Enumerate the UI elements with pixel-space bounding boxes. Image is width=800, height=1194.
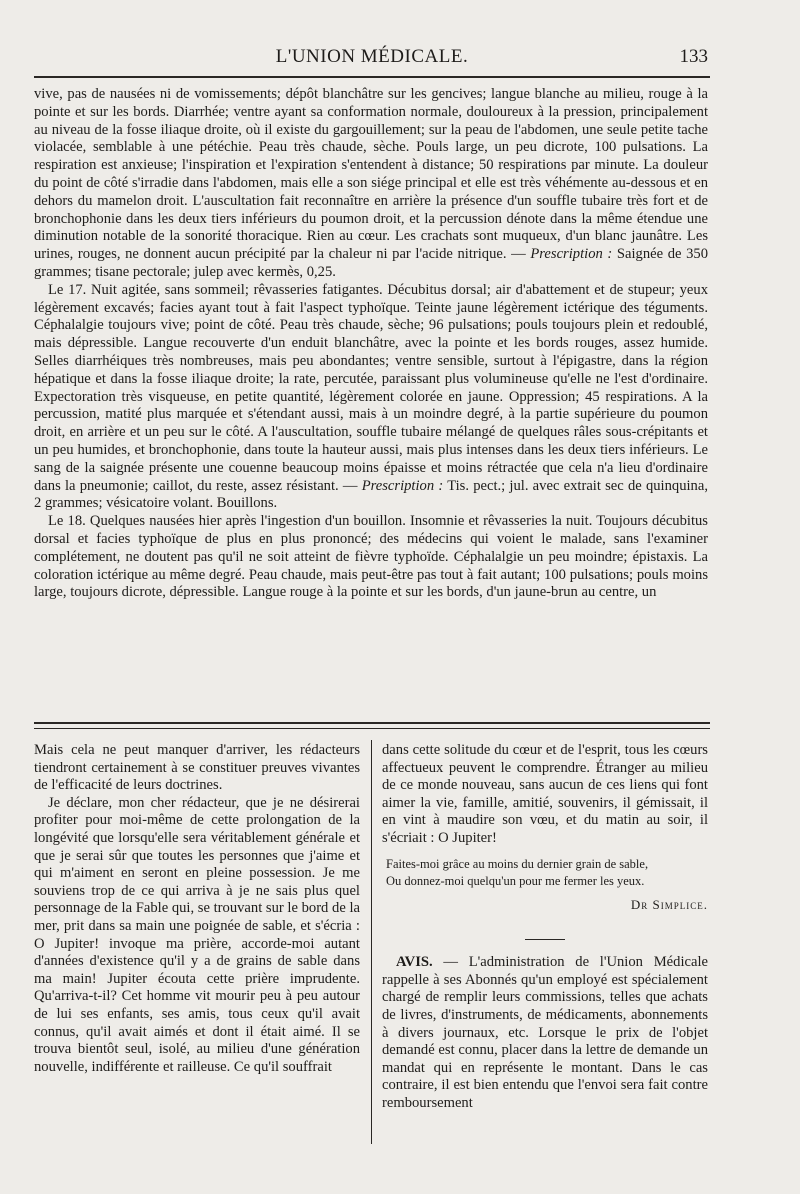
- report-paragraph: Le 18. Quelques nausées hier après l'ingestion d'un bouillon. Insomnie et rêvasseries la nuit. Toujours décubitus dorsal et facies typhoïque de plus en plus prononcé; des médecins qui voient le malade, sans l'examiner complétement, ne doutent pas qu'il ne soit atteint de fièvre typhoïde. Céphalalgie un peu moindre; épistaxis. La coloration ictérique au même degré. Peau chaude, mais peut-être pas tout à fait autant; 100 pulsations; pouls moins large, toujours dicrote, dépressible. Langue rouge à la pointe et sur les bords, d'un jaune-brun au centre, un: [34, 513, 708, 601]
- feuilleton-paragraph: dans cette solitude du cœur et de l'esprit, tous les cœurs affectueux peuvent le comprendre. Étranger au milieu de ce monde nouveau, sans aucun de ces liens qui font aimer la vie, famille, amitié, souvenirs, il gémissait, il en vint à maudire son vœu, et du matin au soir, il s'écriait : O Jupiter!: [382, 742, 708, 846]
- clinical-report: [34, 86, 708, 602]
- feuilleton-left-column: [34, 742, 360, 1076]
- verse-quote: [382, 856, 708, 890]
- journal-title: L'UNION MÉDICALE.: [275, 46, 469, 67]
- author-signature: Dr Simplice.: [630, 896, 708, 912]
- avis-label: AVIS.: [396, 954, 433, 971]
- feuilleton-paragraph: Mais cela ne peut manquer d'arriver, les rédacteurs tiendront certainement à se constituer preuves vivantes de l'efficacité de leurs doctrines.: [34, 742, 360, 794]
- paragraph-text: Le 17. Nuit agitée, sans sommeil; rêvasseries fatigantes. Décubitus dorsal; air d'abattement et de stupeur; yeux légèrement excavés; facies ayant tout à fait l'aspect typhoïque. Teinte jaune légèrement ictérique des téguments. Céphalalgie toujours vive; point de côté. Peau très chaude, sèche; 96 pulsations; pouls toujours plein et redoublé, mais dépressible. Langue recouverte d'un enduit blanchâtre, avec la pointe et les bords rouges, assez humide. Selles diarrhéiques très nombreuses, mais peu abondantes; ventre sensible, surtout à l'épigastre, dans la région hépatique et dans la fosse iliaque droite; la rate, percutée, paraissant plus volumineuse qu'elle ne l'est d'ordinaire. Expectoration très visqueuse, en petite quantité, légèrement colorée en jaune. Oppression; 45 respirations. A la percussion, matité plus marquée et s'étendant aussi, mais à un moindre degré, à la partie supérieure du poumon droit, en arrière et un peu sur le côté. A l'auscultation, souffle tubaire mélangé de quelques râles sous-crépitants et un peu humides, et bronchophonie, dans toute la hauteur aussi, mais plus intenses dans les deux tiers inférieurs. Le sang de la saignée présente une couenne beaucoup moins épaisse et moins rétractée que cela n'a lieu d'ordinaire dans la pneumonie; caillot, du reste, assez résistant. —: [34, 281, 708, 494]
- report-paragraph: [34, 282, 708, 513]
- paragraph-text: vive, pas de nausées ni de vomissements; dépôt blanchâtre sur les gencives; langue blanche au milieu, rouge à la pointe et sur les bords. Diarrhée; ventre ayant sa conformation normale, douloureux à la pression, principalement au niveau de la fosse iliaque droite, où il existe du gargouillement; sur la peau de l'abdomen, une seule petite tache violacée, semblable à une pétéchie. Peau très chaude, sèche. Pouls large, un peu dicrote, 100 pulsations. La respiration est anxieuse; l'inspiration et l'expiration s'entendent à distance; 50 respirations par minute. La douleur du point de côté s'irradie dans l'abdomen, mais elle a son siége principal et elle est très véhémente au-dessous et en dehors du mamelon droit. L'auscultation fait reconnaître en arrière la présence d'un souffle tubaire très fort et de bronchophonie dans les deux tiers inférieurs du poumon droit, et la percussion dénote dans la même étendue une diminution notable de la sonorité thoracique. Rien au cœur. Les crachats sont muqueux, d'un blanc jaunâtre. Les urines, rouges, ne donnent aucun précipité par la chaleur ni par l'acide nitrique. —: [34, 86, 708, 263]
- verse-line: Faites-moi grâce au moins du dernier grain de sable,: [386, 856, 649, 871]
- feuilleton-rule: [34, 722, 710, 724]
- prescription-text: Saignée de 350 grammes; tisane pectorale; julep avec kermès, 0,25.: [34, 246, 708, 280]
- avis-notice: [382, 954, 708, 1112]
- section-separator: [525, 939, 565, 940]
- report-paragraph: [34, 86, 708, 282]
- avis-text: — L'administration de l'Union Médicale rappelle à ses Abonnés qu'un employé est spécialement chargé de remplir leurs commissions, telles que achats de livres, d'instruments, de médicaments, abonnements à divers journaux, etc. Lorsque le prix de l'objet demandé est connu, placer dans la lettre de demande un mandat qui en représente le montant. Dans le cas contraire, il est bien entendu que l'envoi sera fait contre remboursement: [382, 954, 708, 1111]
- column-divider: [371, 740, 372, 1144]
- prescription-label: Prescription :: [361, 477, 444, 494]
- feuilleton-right-column: [382, 742, 708, 1113]
- page-header: [34, 46, 710, 72]
- header-rule: [34, 76, 710, 78]
- verse-line: Ou donnez-moi quelqu'un pour me fermer les yeux.: [386, 873, 645, 888]
- prescription-label: Prescription :: [530, 246, 613, 263]
- page-number: 133: [679, 46, 708, 67]
- feuilleton-paragraph: Je déclare, mon cher rédacteur, que je ne désirerai profiter pour moi-même de cette prolongation de la longévité que lorsqu'elle sera véritablement générale et que je serai sûr que toutes les personnes que j'aime et qui m'aiment en seront en pleine possession. Je me souviens trop de ce qui arriva à je ne sais plus quel personnage de la Fable qui, se trouvant sur le bord de la mer, prit dans sa main une poignée de sable, et s'écria : O Jupiter! invoque ma prière, accorde-moi autant d'années d'existence qu'il y a de grains de sable dans ma main! Jupiter écouta cette prière imprudente. Qu'arriva-t-il? Cet homme vit mourir peu à peu autour de lui ses enfants, ses amis, tous ceux qu'il avait connus, qu'il avait aimés et dont il était aimé. Il se trouva bientôt seul, isolé, au milieu d'une génération nouvelle, indifférente et railleuse. Ce qu'il souffrait: [34, 794, 360, 1075]
- feuilleton-rule-thin: [34, 728, 710, 729]
- prescription-text: Tis. pect.; jul. avec extrait sec de quinquina, 2 grammes; vésicatoire volant. Bouillons.: [34, 477, 708, 512]
